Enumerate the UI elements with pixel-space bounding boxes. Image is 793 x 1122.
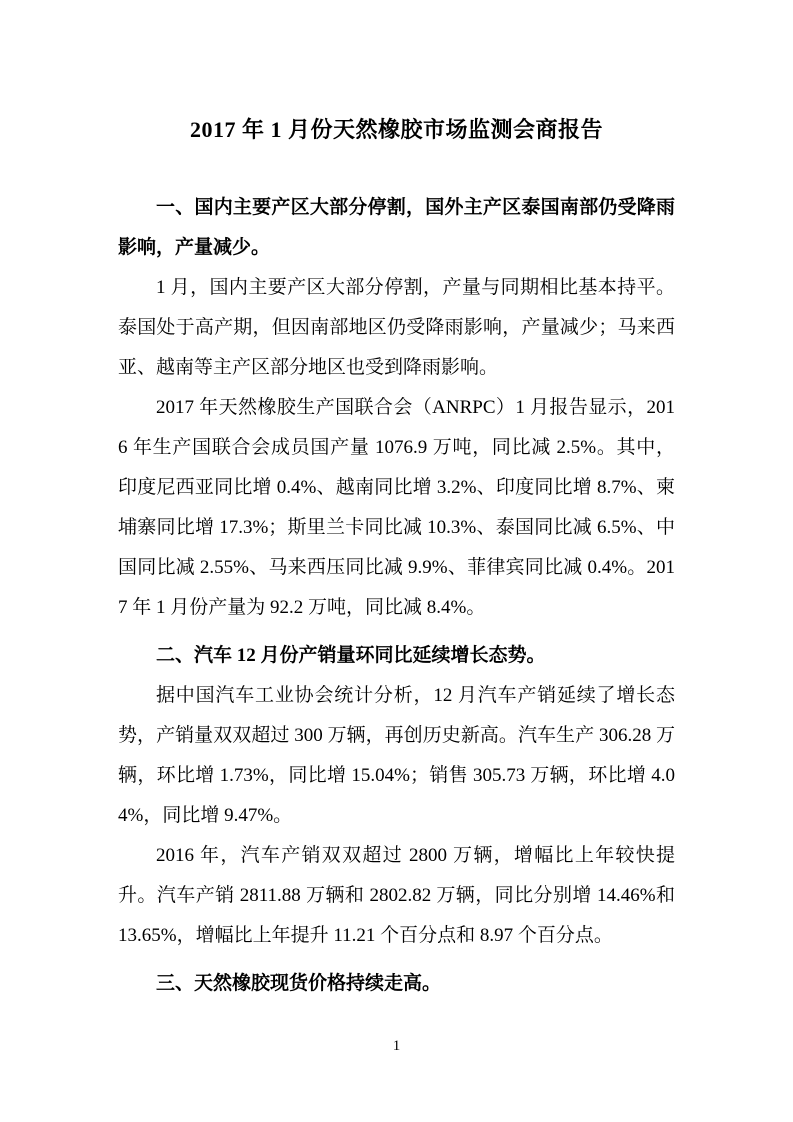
section-2-paragraph-2: 2016 年，汽车产销双双超过 2800 万辆，增幅比上年较快提升。汽车产销 2811.88 万辆和 2802.82 万辆，同比分别增 14.46%和 13.65%，增幅比上年提升 11.21 个百分点和 8.97 个百分点。 (118, 845, 675, 946)
document-body (0, 148, 793, 1004)
section-1-paragraph-2: 2017 年天然橡胶生产国联合会（ANRPC）1 月报告显示，2016 年生产国联合会成员国产量 1076.9 万吨，同比减 2.5%。其中，印度尼西亚同比增 0.4%、越南同比增 3.2%、印度同比增 8.7%、柬埔寨同比增 17.3%；斯里兰卡同比减 10.3%、泰国同比减 6.5%、中国同比减 2.55%、马来西压同比减 9.9%、菲律宾同比减 0.4%。2017 年 1 月份产量为 92.2 万吨，同比减 8.4%。 (118, 397, 675, 618)
section-1-heading: 一、国内主要产区大部分停割，国外主产区泰国南部仍受降雨影响，产量减少。 (118, 197, 675, 258)
section-2-heading: 二、汽车 12 月份产销量环同比延续增长态势。 (156, 645, 546, 666)
page-number: 1 (392, 1038, 401, 1054)
document-title: 2017 年 1 月份天然橡胶市场监测会商报告 (189, 117, 603, 142)
section-1-paragraph-1: 1 月，国内主要产区大部分停割，产量与同期相比基本持平。泰国处于高产期，但因南部地区仍受降雨影响，产量减少；马来西亚、越南等主产区部分地区也受到降雨影响。 (118, 277, 675, 378)
section-3-heading: 三、天然橡胶现货价格持续走高。 (156, 973, 442, 994)
section-2-paragraph-1: 据中国汽车工业协会统计分析，12 月汽车产销延续了增长态势，产销量双双超过 300 万辆，再创历史新高。汽车生产 306.28 万辆，环比增 1.73%，同比增 15.04%；销售 305.73 万辆，环比增 4.04%，同比增 9.47%。 (118, 685, 675, 826)
